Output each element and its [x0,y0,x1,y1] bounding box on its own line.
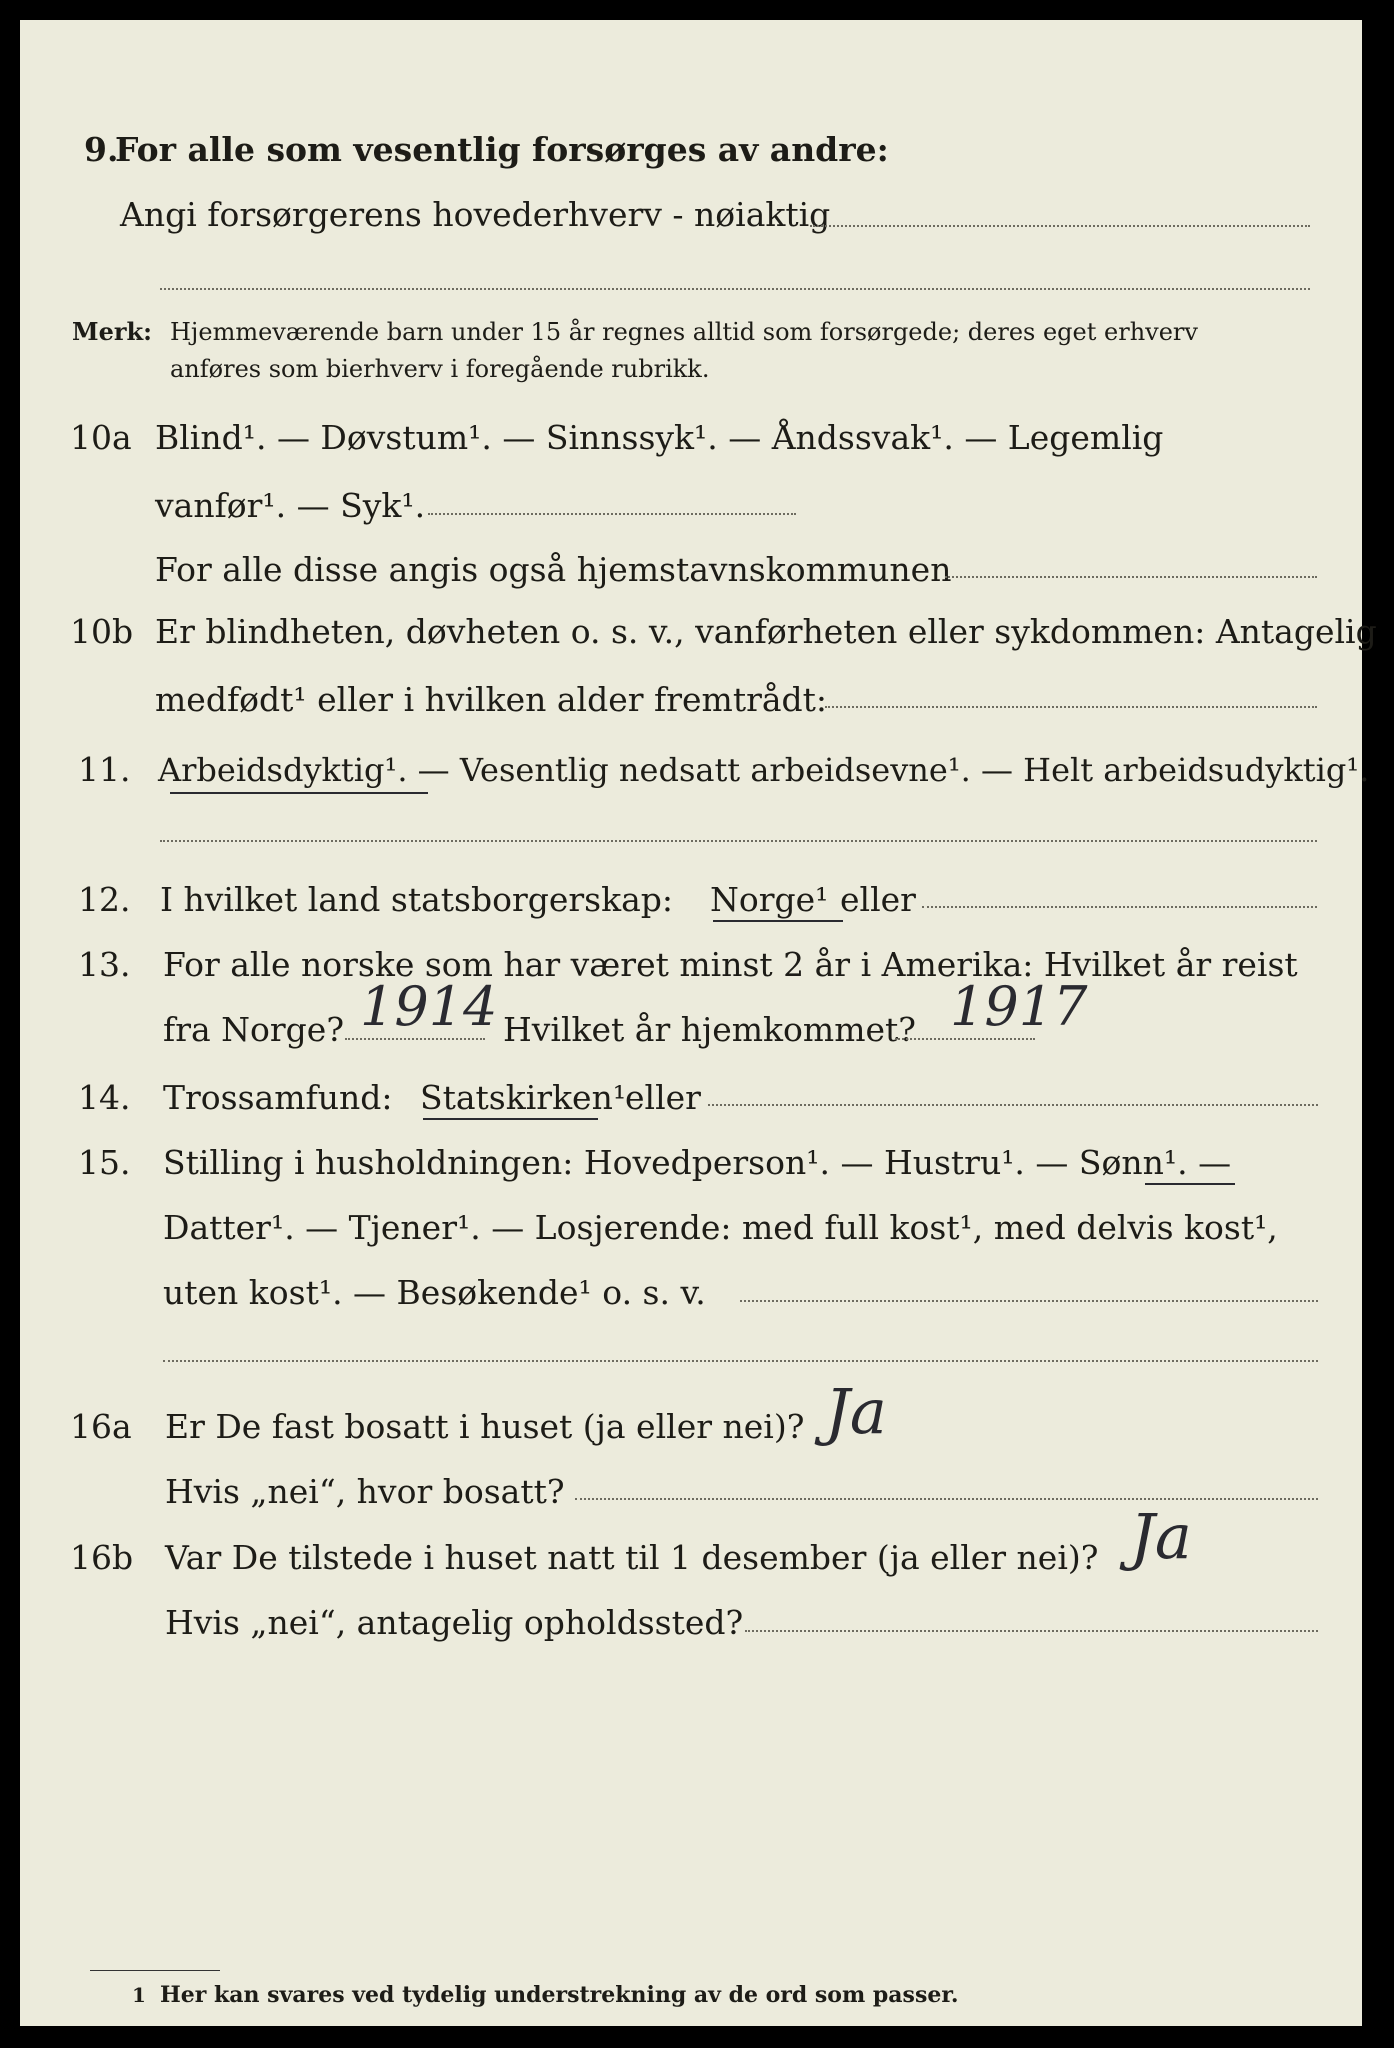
merk-line2: anføres som bierhverv i foregående rubrikk. [170,355,710,383]
q10a-number: 10a [70,418,132,457]
q15-answer-line-2[interactable] [163,1360,1318,1362]
q14-eller: eller [625,1078,701,1117]
q15-answer-line[interactable] [740,1300,1318,1302]
q13-answer2: 1917 [950,975,1088,1038]
q16a-number: 16a [70,1407,132,1446]
q12-norge: Norge¹ [710,880,829,919]
q9-answer-line-2[interactable] [160,288,1310,290]
q16a-line1: Er De fast bosatt i huset (ja eller nei)? [165,1407,805,1446]
q13-hjemkommet: Hvilket år hjemkommet? [503,1010,916,1049]
q10b-line2: medfødt¹ eller i hvilken alder fremtrådt: [155,680,828,719]
q16a-line2: Hvis „nei“, hvor bosatt? [165,1472,565,1511]
q13-number: 13. [78,945,131,984]
footnote-text: Her kan svares ved tydelig understrekning av de ord som passer. [160,1982,959,2008]
q12-text: I hvilket land statsborgerskap: [160,880,674,919]
q16b-answer-line[interactable] [745,1630,1318,1632]
q16b-line1: Var De tilstede i huset natt til 1 desember (ja eller nei)? [165,1538,1099,1577]
q16b-line2: Hvis „nei“, antagelig opholdssted? [165,1603,744,1642]
q13-answer1-line[interactable] [345,1038,485,1040]
q10a-line3: For alle disse angis også hjemstavnskommunen [155,550,952,589]
q12-eller: eller [840,880,916,919]
q13-line1: For alle norske som har været minst 2 år i Amerika: Hvilket år reist [163,945,1298,984]
q15-number: 15. [78,1143,131,1182]
q11-line: Arbeidsdyktig¹. — Vesentlig nedsatt arbeidsevne¹. — Helt arbeidsudyktig¹. [158,751,1370,789]
q14-answer-line[interactable] [708,1104,1318,1106]
q16a-answer-line[interactable] [575,1498,1318,1500]
merk-line1: Hjemmeværende barn under 15 år regnes alltid som forsørgede; deres eget erhverv [170,318,1198,346]
q14-statskirken: Statskirken¹ [420,1078,627,1117]
q12-number: 12. [78,880,131,919]
q9-title: For alle som vesentlig forsørges av andre: [115,130,889,169]
q13-answer1: 1914 [360,975,498,1038]
q10b-line1: Er blindheten, døvheten o. s. v., vanførheten eller sykdommen: Antagelig [155,612,1377,651]
q10a-answer-line[interactable] [428,513,796,515]
footnote-rule [90,1970,220,1971]
q14-text: Trossamfund: [163,1078,393,1117]
q11-number: 11. [78,750,131,789]
q15-line1: Stilling i husholdningen: Hovedperson¹. — Hustru¹. — Sønn¹. — [163,1143,1232,1182]
q10b-number: 10b [70,612,134,651]
q12-answer-underline [713,920,843,922]
q13-fra-norge: fra Norge? [163,1010,345,1049]
q12-answer-line[interactable] [922,906,1317,908]
q15-line2: Datter¹. — Tjener¹. — Losjerende: med full kost¹, med delvis kost¹, [163,1208,1278,1247]
footnote-mark: 1 [132,1983,146,2007]
q16b-answer: Ja [1130,1500,1192,1573]
q14-number: 14. [78,1078,131,1117]
q10b-answer-line[interactable] [825,706,1317,708]
q9-answer-line[interactable] [810,225,1310,227]
q14-answer-underline [423,1118,598,1120]
q10a-line1: Blind¹. — Døvstum¹. — Sinnssyk¹. — Åndssvak¹. — Legemlig [155,418,1164,457]
q15-answer-underline [1145,1183,1235,1185]
q10a-line2: vanfør¹. — Syk¹. [155,486,426,525]
form-page [20,20,1377,2026]
q11-answer-underline [170,792,428,794]
q9-number: 9. [84,130,119,169]
q9-line: Angi forsørgerens hovederhverv - nøiaktig [120,195,831,234]
q15-line3: uten kost¹. — Besøkende¹ o. s. v. [163,1273,706,1312]
q13-answer2-line[interactable] [895,1038,1035,1040]
q10a-hjemstavn-line[interactable] [945,576,1317,578]
q11-answer-line[interactable] [160,840,1317,842]
q16b-number: 16b [70,1538,134,1577]
merk-label: Merk: [72,317,152,346]
q16a-answer: Ja [825,1375,887,1448]
